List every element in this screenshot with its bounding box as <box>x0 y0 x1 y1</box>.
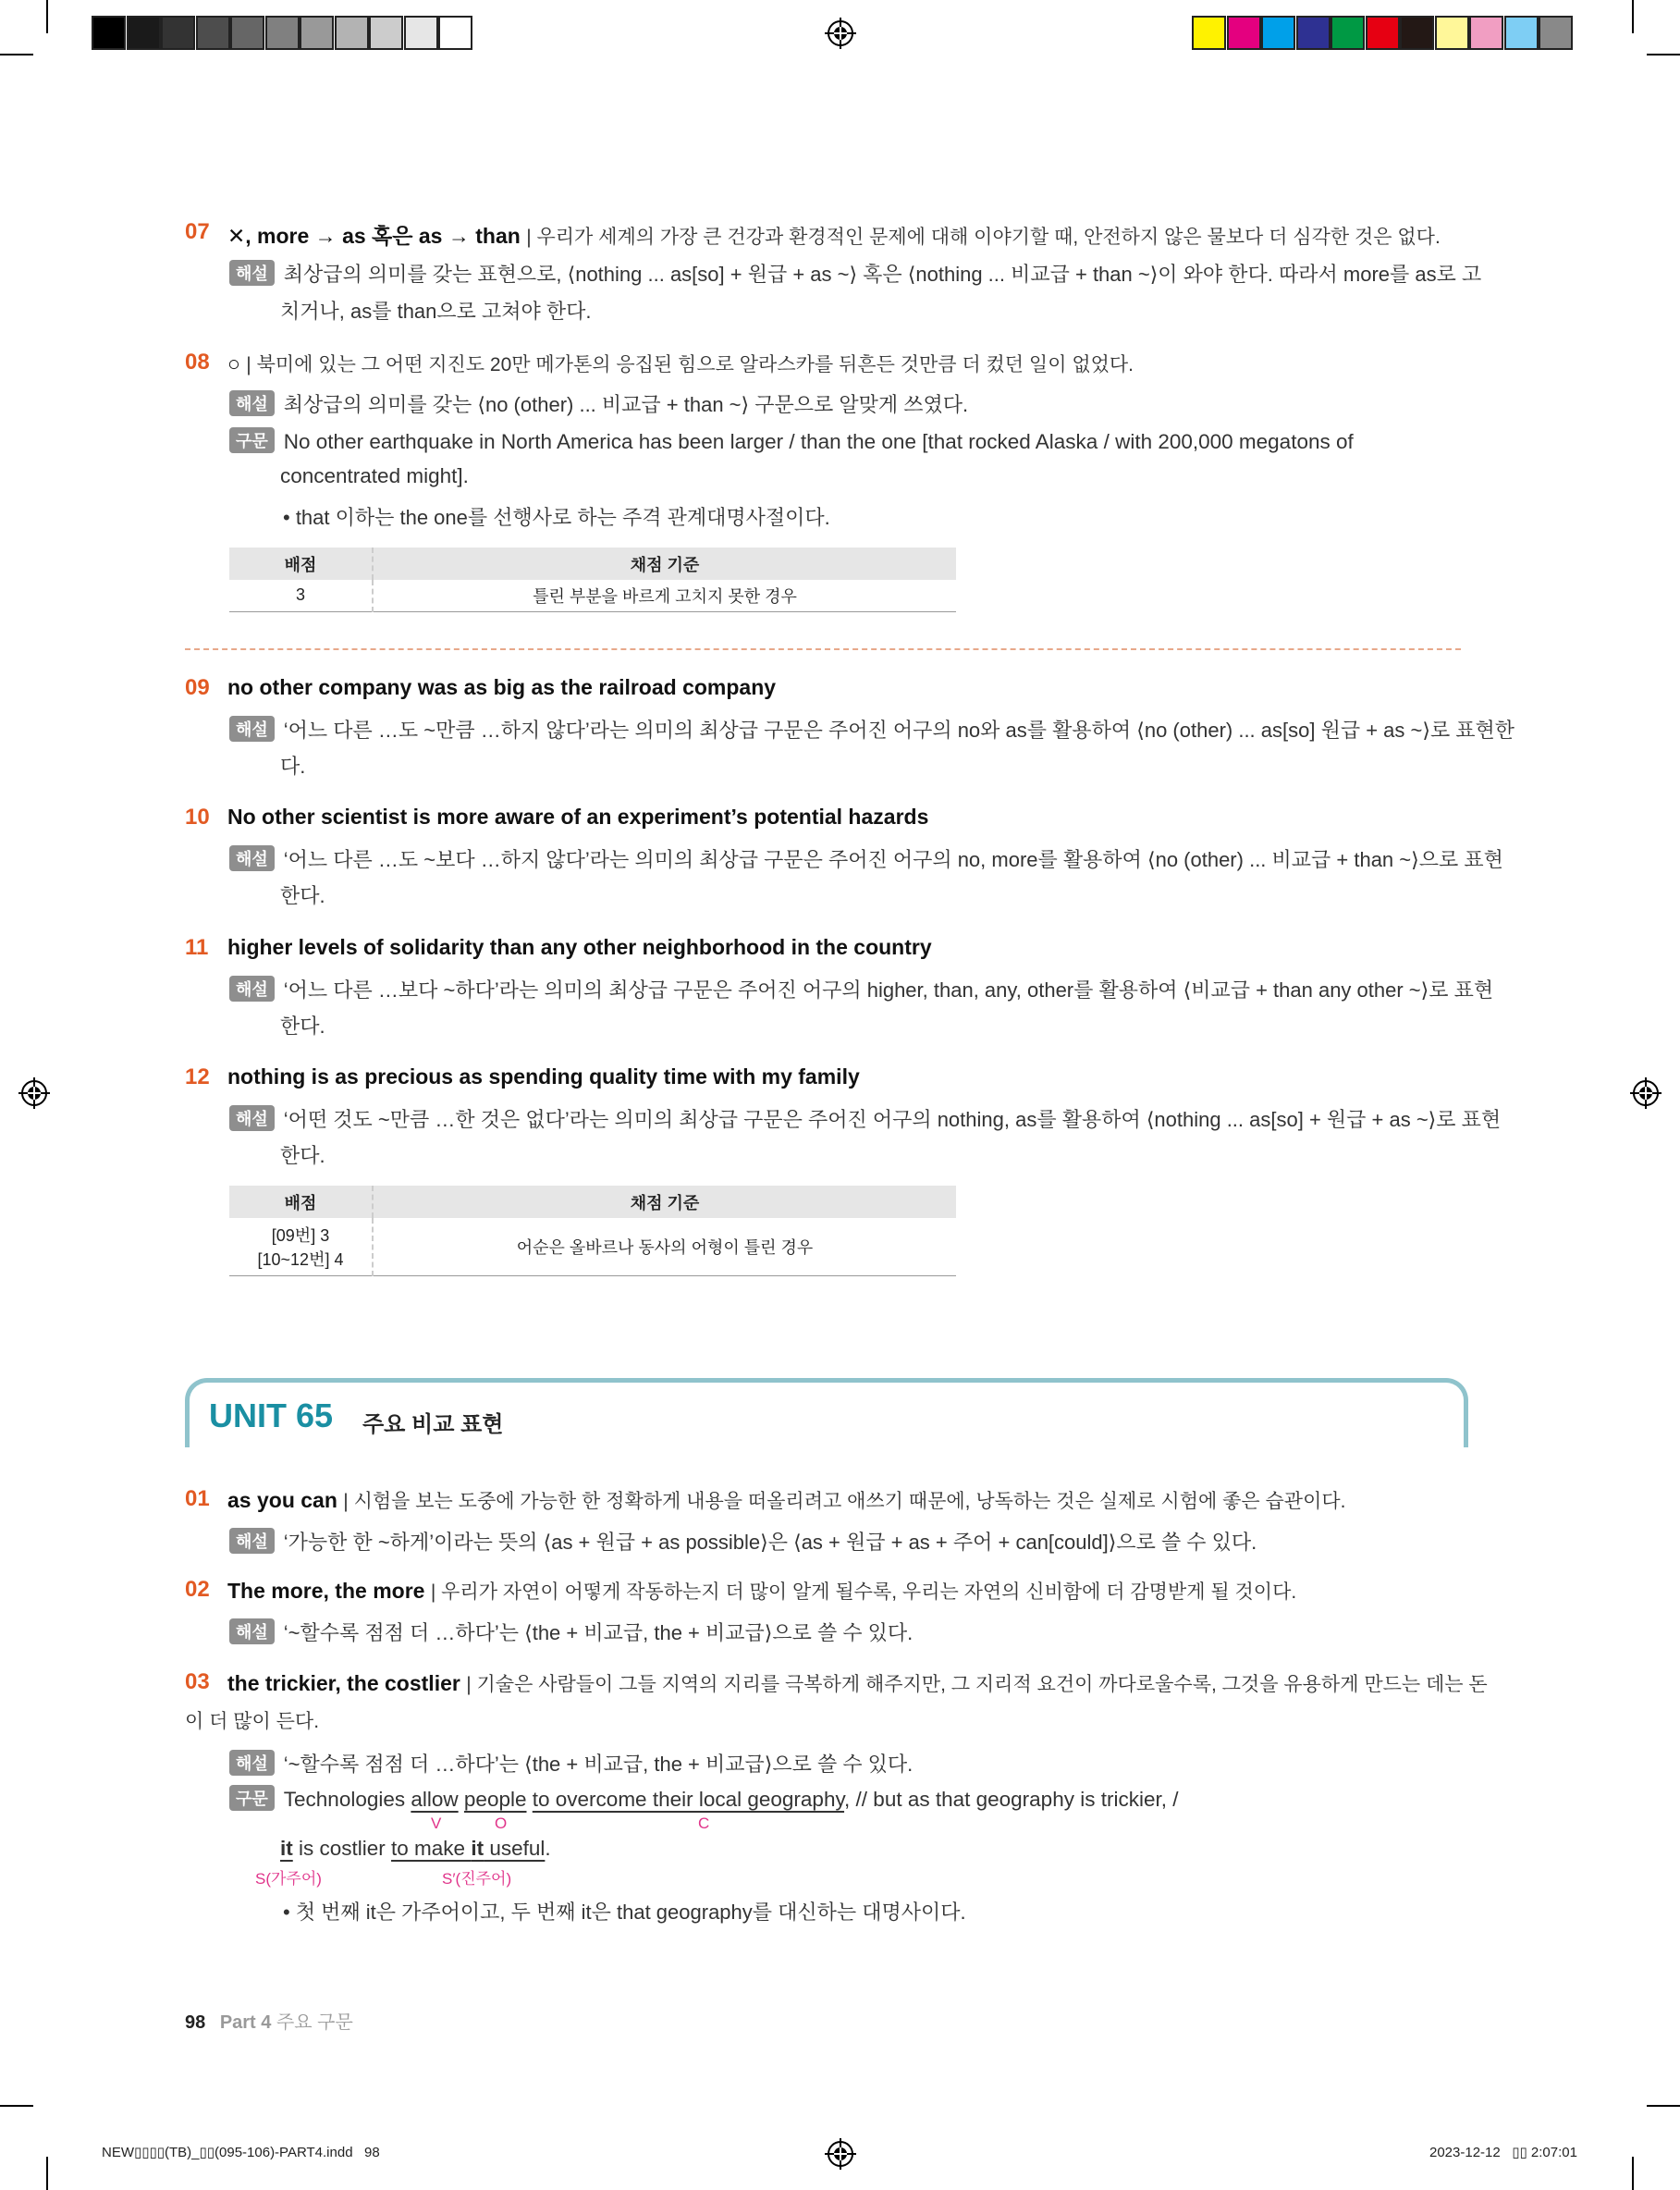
syntax-cont: concentrated might]. <box>280 464 469 487</box>
tag-haeseol: 해설 <box>229 1618 275 1644</box>
crop-mark <box>1647 2105 1680 2107</box>
tag-gumun: 구문 <box>229 427 275 453</box>
syntax-part: . <box>545 1837 551 1860</box>
item-answer-line <box>227 805 928 830</box>
crop-mark <box>46 2157 48 2190</box>
unit-title: UNIT 65 <box>209 1396 334 1434</box>
crop-mark <box>1647 54 1680 55</box>
explanation-text: ‘어느 다른 …도 ~보다 …하지 않다’라는 의미의 최상급 구문은 주어진 어구의 no, more를 활용하여 ⟨no (other) ... 비교급 + than ~⟩으로 표현 <box>283 848 1503 871</box>
color-swatch <box>1469 16 1503 50</box>
item-number: 10 <box>185 805 210 830</box>
scoring-table <box>229 1186 956 1276</box>
table-cell-score: 3 <box>229 580 373 611</box>
item-answer-line <box>227 350 1134 377</box>
answer: nothing is as precious as spending quality time with my family <box>227 1064 860 1089</box>
explanation <box>229 1618 913 1646</box>
color-swatch <box>1261 16 1295 50</box>
tag-haeseol: 해설 <box>229 1750 275 1776</box>
syntax-object: people <box>463 1788 527 1811</box>
color-swatch <box>1366 16 1400 50</box>
explanation-text: ‘어느 다른 …보다 ~하다’라는 의미의 최상급 구문은 주어진 어구의 higher, than, any, other를 활용하여 ⟨비교급 + than any other ~⟩로 표현 <box>283 978 1494 1002</box>
tag-haeseol: 해설 <box>229 716 275 742</box>
syntax-it: it <box>471 1837 484 1860</box>
translation-cont: 이 더 많이 든다. <box>185 1711 320 1732</box>
color-swatch <box>300 16 334 50</box>
label-o: O <box>495 1815 508 1832</box>
section-divider <box>185 648 1461 650</box>
label-s-real: S′(진주어) <box>442 1870 512 1888</box>
table-header-criteria: 채점 기준 <box>373 548 956 580</box>
explanation-cont: 한다. <box>280 1015 325 1038</box>
page-footer <box>185 2007 353 2034</box>
tag-haeseol: 해설 <box>229 390 275 416</box>
score-line: [09번] 3 <box>271 1225 330 1245</box>
translation: | 시험을 보는 도중에 가능한 한 정확하게 내용을 떠올리려고 애쓰기 때문에, 낭독하는 것은 실제로 시험에 좋은 습관이다. <box>343 1491 1346 1512</box>
explanation <box>229 975 1493 1003</box>
answer: the trickier, the costlier <box>227 1671 460 1695</box>
syntax-part: Technologies <box>283 1788 411 1811</box>
explanation <box>229 844 1503 873</box>
registration-mark-icon <box>825 18 856 49</box>
tag-haeseol: 해설 <box>229 1105 275 1131</box>
explanation-text: ‘가능한 한 ~하게’이라는 뜻의 ⟨as + 원급 + as possible⟩은 ⟨as + 원급 + as + 주어 + can[could]⟩으로 쓸 수 있다. <box>283 1531 1257 1554</box>
item-answer-line <box>227 675 776 700</box>
syntax-complement: to overcome their local geography <box>532 1788 845 1811</box>
item-answer-line <box>227 1486 1345 1514</box>
table-cell-criteria: 어순은 올바르나 동사의 어형이 틀린 경우 <box>373 1218 956 1275</box>
explanation-cont: 한다. <box>280 884 325 907</box>
syntax-part: is costlier <box>292 1837 392 1860</box>
unit-subtitle: 주요 비교 표현 <box>362 1412 504 1437</box>
file-info: NEW▯▯▯▯(TB)_▯▯(095-106)-PART4.indd 98 <box>102 2145 380 2160</box>
answer: higher levels of solidarity than any other neighborhood in the country <box>227 935 932 959</box>
translation: | 우리가 자연이 어떻게 작동하는지 더 많이 알게 될수록, 우리는 자연의 신비함에 더 감명받게 될 것이다. <box>430 1581 1297 1603</box>
syntax <box>229 1787 1178 1813</box>
registration-mark-icon <box>1630 1077 1662 1109</box>
table-cell-score <box>229 1218 373 1275</box>
score-line: [10~12번] 4 <box>257 1249 344 1269</box>
translation: | 북미에 있는 그 어떤 지진도 20만 메가톤의 응집된 힘으로 알라스카를 뒤흔든 것만큼 더 컸던 일이 없었다. <box>246 354 1134 375</box>
explanation-cont: 다. <box>280 755 306 778</box>
explanation <box>229 389 968 418</box>
syntax-subject: it <box>280 1837 293 1860</box>
explanation-text: ‘~할수록 점점 더 …하다’는 ⟨the + 비교급, the + 비교급⟩으로 쓸 수 있다. <box>283 1753 914 1776</box>
table-header-score: 배점 <box>229 548 373 580</box>
syntax <box>229 429 1354 455</box>
syntax-part: useful <box>484 1837 546 1860</box>
answer: no other company was as big as the railroad company <box>227 675 777 699</box>
explanation <box>229 1104 1501 1133</box>
crop-mark <box>46 0 48 33</box>
color-swatch <box>369 16 403 50</box>
tag-haeseol: 해설 <box>229 976 275 1002</box>
explanation <box>229 715 1514 744</box>
note: • that 이하는 the one를 선행사로 하는 주격 관계대명사절이다. <box>283 506 830 529</box>
color-swatch <box>196 16 230 50</box>
answer: No other scientist is more aware of an experiment’s potential hazards <box>227 805 929 829</box>
translation: | 기술은 사람들이 그들 지역의 지리를 극복하게 해주지만, 그 지리적 요건이 까다로울수록, 그것을 유용하게 만드는 데는 돈 <box>466 1674 1488 1695</box>
explanation-cont: 치거나, as를 than으로 고쳐야 한다. <box>280 300 592 323</box>
registration-mark-icon <box>18 1077 50 1109</box>
crop-mark <box>0 54 33 55</box>
item-number: 03 <box>185 1669 210 1694</box>
tag-haeseol: 해설 <box>229 260 275 286</box>
color-swatch <box>1400 16 1434 50</box>
syntax-verb: allow <box>411 1788 459 1811</box>
item-number: 12 <box>185 1064 210 1089</box>
tag-haeseol: 해설 <box>229 1528 275 1554</box>
answer: The more, the more <box>227 1579 425 1603</box>
color-swatch <box>1504 16 1539 50</box>
table-cell-criteria: 틀린 부분을 바르게 고치지 못한 경우 <box>373 580 956 611</box>
tag-haeseol: 해설 <box>229 845 275 871</box>
color-swatch <box>1539 16 1573 50</box>
label-c: C <box>698 1815 710 1832</box>
item-number: 11 <box>185 935 209 960</box>
scoring-table <box>229 548 956 612</box>
color-swatch <box>1331 16 1365 50</box>
crop-mark <box>1632 2157 1634 2190</box>
print-date: 2023-12-12 ▯▯ 2:07:01 <box>1429 2145 1577 2160</box>
explanation-cont: 한다. <box>280 1144 325 1167</box>
item-answer-line <box>227 1577 1296 1605</box>
syntax-line2 <box>280 1837 551 1861</box>
explanation-text: 최상급의 의미를 갖는 표현으로, ⟨nothing ... as[so] + 원급 + as ~⟩ 혹은 ⟨nothing ... 비교급 + than ~⟩이 와야 한다. 따라서 more를 as로 고 <box>283 263 1482 286</box>
explanation <box>229 1749 913 1778</box>
translation: | 우리가 세계의 가장 큰 건강과 환경적인 문제에 대해 이야기할 때, 안전하지 않은 물보다 더 심각한 것은 없다. <box>526 227 1441 248</box>
item-answer-line <box>227 219 1441 250</box>
crop-mark <box>0 2105 33 2107</box>
answer: ○ <box>227 351 240 375</box>
item-number: 01 <box>185 1486 210 1511</box>
explanation-text: 최상급의 의미를 갖는 ⟨no (other) ... 비교급 + than ~⟩ 구문으로 알맞게 쓰였다. <box>283 393 969 416</box>
part-title: 주요 구문 <box>276 2012 353 2033</box>
explanation-text: ‘어느 다른 …도 ~만큼 …하지 않다’라는 의미의 최상급 구문은 주어진 어구의 no와 as를 활용하여 ⟨no (other) ... as[so] 원급 + as ~⟩로 표현한 <box>283 719 1515 742</box>
item-number: 07 <box>185 219 210 244</box>
registration-mark-icon <box>825 2138 856 2170</box>
syntax-real-subject <box>391 1837 545 1860</box>
table-header-criteria: 채점 기준 <box>373 1186 956 1218</box>
note: • 첫 번째 it은 가주어이고, 두 번째 it은 that geography를 대신하는 대명사이다. <box>283 1901 966 1924</box>
explanation <box>229 259 1481 288</box>
explanation <box>229 1527 1257 1556</box>
label-s: S(가주어) <box>255 1870 322 1888</box>
item-answer-line <box>227 1669 1488 1697</box>
answer: as you can <box>227 1488 337 1512</box>
syntax-part: to make <box>391 1837 472 1860</box>
color-swatch <box>1296 16 1331 50</box>
page-number: 98 <box>185 2012 206 2033</box>
color-swatch <box>92 16 126 50</box>
item-answer-line <box>227 935 932 960</box>
color-swatch <box>1227 16 1261 50</box>
color-swatch <box>1192 16 1226 50</box>
tag-gumun: 구문 <box>229 1785 275 1811</box>
item-number: 02 <box>185 1577 210 1602</box>
color-swatch <box>161 16 195 50</box>
item-answer-line <box>227 1064 860 1089</box>
syntax-text: No other earthquake in North America has been larger / than the one [that rocked Alaska / with 200,000 megatons of <box>283 430 1354 453</box>
color-swatch <box>127 16 161 50</box>
explanation-text: ‘~할수록 점점 더 …하다’는 ⟨the + 비교급, the + 비교급⟩으로 쓸 수 있다. <box>283 1621 914 1644</box>
explanation-text: ‘어떤 것도 ~만큼 …한 것은 없다’라는 의미의 최상급 구문은 주어진 어구의 nothing, as를 활용하여 ⟨nothing ... as[so] + 원급 + as ~⟩로 표현 <box>283 1108 1502 1131</box>
color-swatch <box>438 16 472 50</box>
color-swatch <box>265 16 300 50</box>
part-label: Part 4 <box>219 2012 272 2033</box>
color-swatch <box>230 16 264 50</box>
color-swatch <box>1435 16 1469 50</box>
item-number: 09 <box>185 675 210 700</box>
table-header-score: 배점 <box>229 1186 373 1218</box>
label-v: V <box>431 1815 442 1832</box>
answer: ✕, more → as 혹은 as → than <box>227 224 521 248</box>
item-number: 08 <box>185 350 210 375</box>
color-swatch <box>335 16 369 50</box>
crop-mark <box>1632 0 1634 33</box>
color-swatch <box>404 16 438 50</box>
syntax-part: , // but as that geography is trickier, / <box>844 1788 1179 1811</box>
